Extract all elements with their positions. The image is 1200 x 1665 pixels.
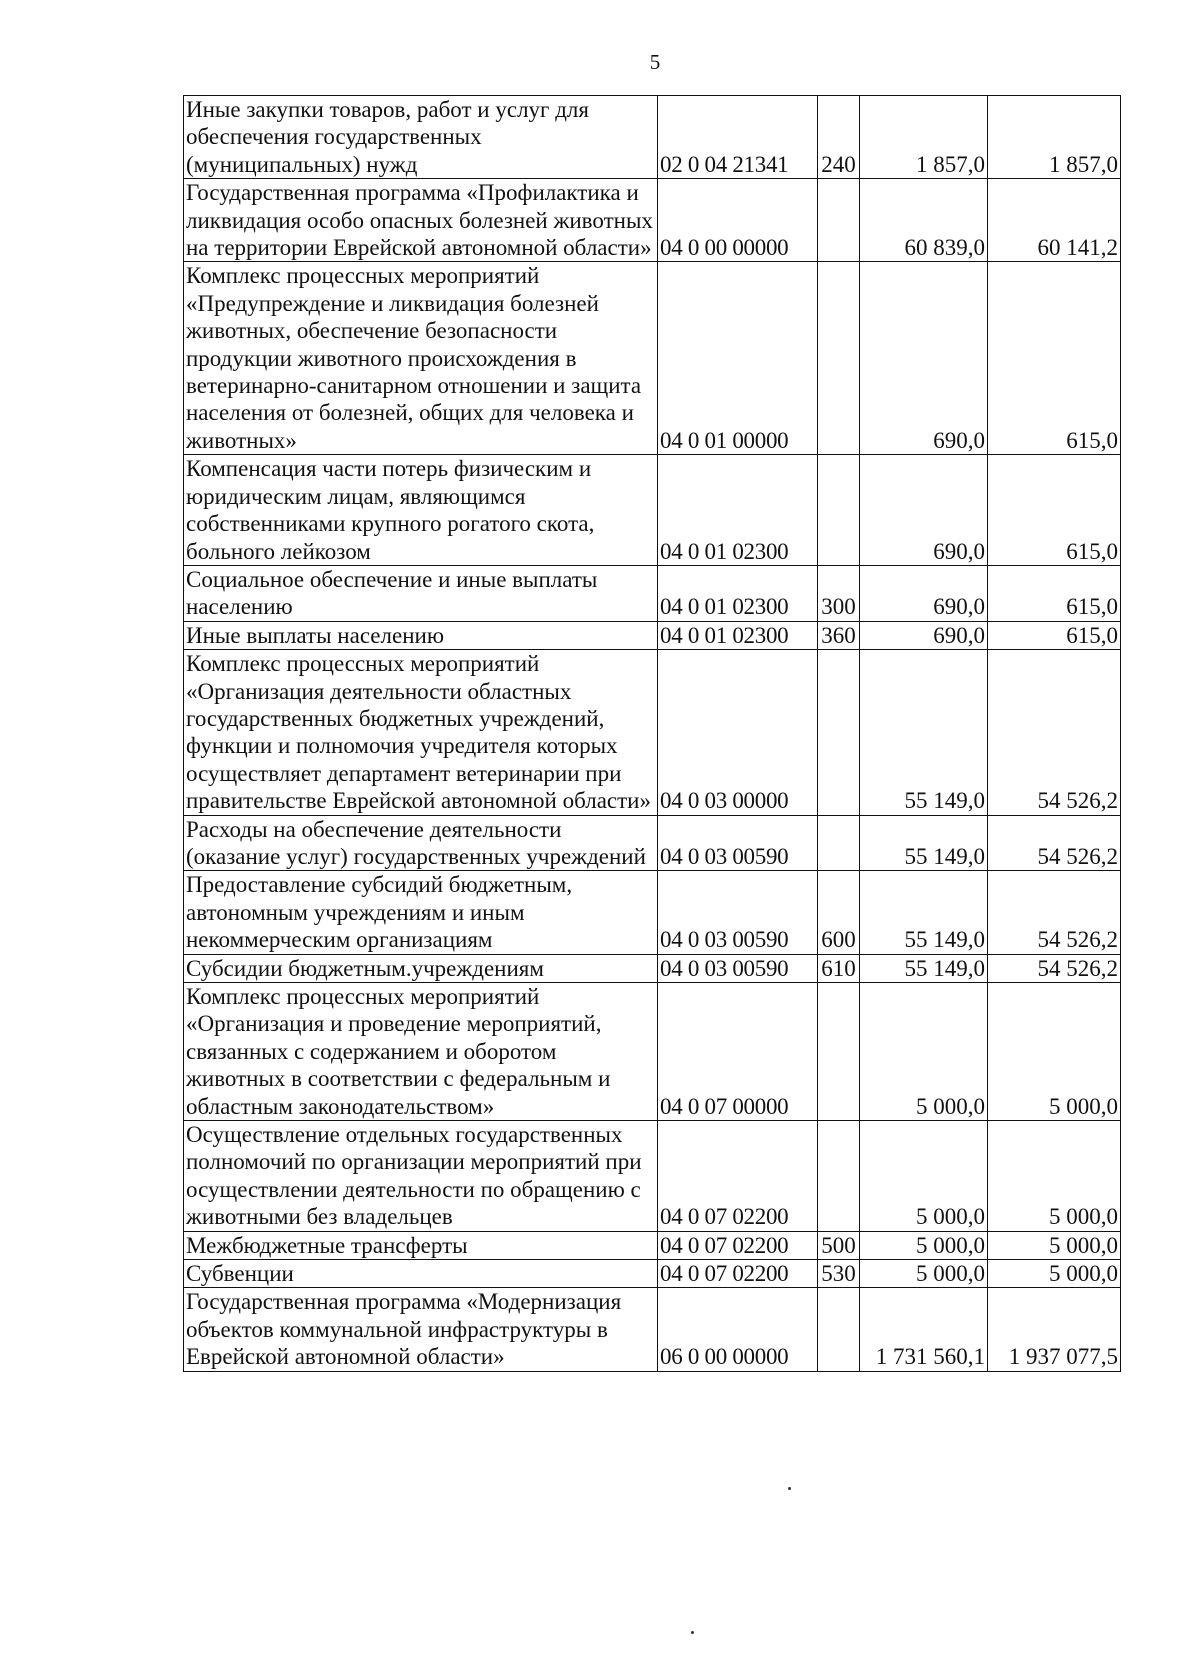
row-code-cell: 04 0 03 00590 xyxy=(658,871,818,954)
row-code-cell: 04 0 03 00000 xyxy=(658,650,818,815)
row-expense-type-cell xyxy=(818,815,860,871)
row-amount-1-cell: 55 149,0 xyxy=(860,954,988,982)
row-amount-1-cell: 55 149,0 xyxy=(860,871,988,954)
row-name-cell: Компенсация части потерь физическим и юридическим лицам, являющимся собственниками крупного рогатого скота, больного лейкозом xyxy=(184,455,658,566)
row-name-cell: Государственная программа «Модернизация объектов коммунальной инфраструктуры в Еврейской автономной области» xyxy=(184,1288,658,1371)
row-amount-1-cell: 690,0 xyxy=(860,455,988,566)
row-code-cell: 04 0 07 02200 xyxy=(658,1121,818,1232)
row-name-cell: Комплекс процессных мероприятий «Предупреждение и ликвидация болезней животных, обеспечение безопасности продукции животного происхождения в ветеринарно-санитарном отношении и защита населения от болезней, общих для человека и животных» xyxy=(184,262,658,455)
row-expense-type-cell: 300 xyxy=(818,565,860,621)
row-amount-1-cell: 5 000,0 xyxy=(860,1121,988,1232)
row-name-cell: Иные выплаты населению xyxy=(184,621,658,649)
row-amount-2-cell: 615,0 xyxy=(988,621,1121,649)
row-amount-2-cell: 54 526,2 xyxy=(988,650,1121,815)
row-expense-type-cell: 600 xyxy=(818,871,860,954)
row-amount-1-cell: 690,0 xyxy=(860,621,988,649)
row-amount-1-cell: 55 149,0 xyxy=(860,815,988,871)
table-row xyxy=(184,650,1121,815)
table-row xyxy=(184,871,1121,954)
row-name-cell: Субвенции xyxy=(184,1260,658,1288)
row-expense-type-cell xyxy=(818,983,860,1121)
row-expense-type-cell xyxy=(818,1288,860,1371)
row-code-cell: 04 0 01 02300 xyxy=(658,565,818,621)
row-expense-type-cell: 500 xyxy=(818,1231,860,1259)
row-code-cell: 04 0 03 00590 xyxy=(658,954,818,982)
row-code-cell: 04 0 03 00590 xyxy=(658,815,818,871)
row-expense-type-cell xyxy=(818,1121,860,1232)
row-amount-1-cell: 5 000,0 xyxy=(860,1231,988,1259)
page-number: 5 xyxy=(649,50,661,74)
row-code-cell: 04 0 00 00000 xyxy=(658,179,818,262)
row-amount-1-cell: 1 857,0 xyxy=(860,96,988,179)
row-amount-2-cell: 615,0 xyxy=(988,455,1121,566)
row-expense-type-cell xyxy=(818,455,860,566)
row-amount-1-cell: 5 000,0 xyxy=(860,983,988,1121)
table-row xyxy=(184,179,1121,262)
row-code-cell: 06 0 00 00000 xyxy=(658,1288,818,1371)
row-name-cell: Государственная программа «Профилактика и ликвидация особо опасных болезней животных на территории Еврейской автономной области» xyxy=(184,179,658,262)
row-amount-1-cell: 55 149,0 xyxy=(860,650,988,815)
row-name-cell: Комплекс процессных мероприятий «Организация деятельности областных государственных бюджетных учреждений, функции и полномочия учредителя которых осуществляет департамент ветеринарии при правительстве Еврейской автономной области» xyxy=(184,650,658,815)
row-expense-type-cell: 530 xyxy=(818,1260,860,1288)
row-amount-2-cell: 54 526,2 xyxy=(988,871,1121,954)
row-code-cell: 04 0 07 02200 xyxy=(658,1231,818,1259)
table-row xyxy=(184,455,1121,566)
scan-speck xyxy=(691,1631,694,1634)
row-amount-2-cell: 1 937 077,5 xyxy=(988,1288,1121,1371)
row-name-cell: Иные закупки товаров, работ и услуг для обеспечения государственных (муниципальных) нужд xyxy=(184,96,658,179)
row-amount-1-cell: 690,0 xyxy=(860,262,988,455)
row-expense-type-cell: 360 xyxy=(818,621,860,649)
row-amount-2-cell: 5 000,0 xyxy=(988,1231,1121,1259)
budget-table-body xyxy=(184,96,1121,1372)
table-row xyxy=(184,1231,1121,1259)
table-row xyxy=(184,954,1121,982)
row-amount-2-cell: 1 857,0 xyxy=(988,96,1121,179)
row-name-cell: Комплекс процессных мероприятий «Организация и проведение мероприятий, связанных с содержанием и оборотом животных в соответствии с федеральным и областным законодательством» xyxy=(184,983,658,1121)
row-name-cell: Межбюджетные трансферты xyxy=(184,1231,658,1259)
row-name-cell: Социальное обеспечение и иные выплаты населению xyxy=(184,565,658,621)
row-amount-2-cell: 60 141,2 xyxy=(988,179,1121,262)
row-amount-2-cell: 54 526,2 xyxy=(988,954,1121,982)
table-row xyxy=(184,262,1121,455)
row-expense-type-cell: 610 xyxy=(818,954,860,982)
scan-speck xyxy=(788,1487,791,1490)
table-row xyxy=(184,96,1121,179)
table-row xyxy=(184,565,1121,621)
row-expense-type-cell: 240 xyxy=(818,96,860,179)
table-row xyxy=(184,1260,1121,1288)
row-code-cell: 04 0 07 00000 xyxy=(658,983,818,1121)
budget-table xyxy=(183,95,1121,1372)
table-row xyxy=(184,983,1121,1121)
row-amount-2-cell: 54 526,2 xyxy=(988,815,1121,871)
row-code-cell: 04 0 07 02200 xyxy=(658,1260,818,1288)
row-code-cell: 02 0 04 21341 xyxy=(658,96,818,179)
row-amount-1-cell: 1 731 560,1 xyxy=(860,1288,988,1371)
row-amount-2-cell: 5 000,0 xyxy=(988,1260,1121,1288)
row-expense-type-cell xyxy=(818,262,860,455)
row-name-cell: Осуществление отдельных государственных полномочий по организации мероприятий при осуществлении деятельности по обращению с животными без владельцев xyxy=(184,1121,658,1232)
row-code-cell: 04 0 01 02300 xyxy=(658,455,818,566)
row-amount-2-cell: 615,0 xyxy=(988,262,1121,455)
table-row xyxy=(184,621,1121,649)
row-expense-type-cell xyxy=(818,179,860,262)
row-amount-1-cell: 690,0 xyxy=(860,565,988,621)
row-amount-2-cell: 5 000,0 xyxy=(988,983,1121,1121)
row-amount-2-cell: 5 000,0 xyxy=(988,1121,1121,1232)
row-name-cell: Предоставление субсидий бюджетным, автономным учреждениям и иным некоммерческим организациям xyxy=(184,871,658,954)
row-amount-2-cell: 615,0 xyxy=(988,565,1121,621)
table-row xyxy=(184,1121,1121,1232)
table-row xyxy=(184,1288,1121,1371)
table-row xyxy=(184,815,1121,871)
row-code-cell: 04 0 01 02300 xyxy=(658,621,818,649)
row-amount-1-cell: 5 000,0 xyxy=(860,1260,988,1288)
row-code-cell: 04 0 01 00000 xyxy=(658,262,818,455)
row-amount-1-cell: 60 839,0 xyxy=(860,179,988,262)
row-expense-type-cell xyxy=(818,650,860,815)
row-name-cell: Расходы на обеспечение деятельности (оказание услуг) государственных учреждений xyxy=(184,815,658,871)
row-name-cell: Субсидии бюджетным.учреждениям xyxy=(184,954,658,982)
